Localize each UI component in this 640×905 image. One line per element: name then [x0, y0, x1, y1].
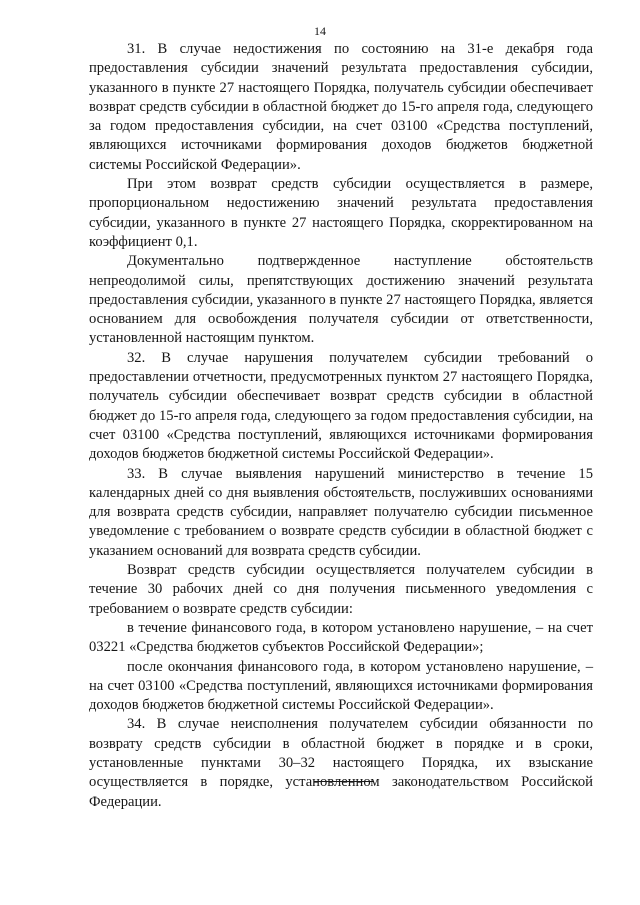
paragraph-33: 33. В случае выявления нарушений министерство в течение 15 календарных дней со дня выявления обстоятельств, послуживших основаниями для возврата средств субсидии, направляет получателю субсидии письменное уведомление с требованием о возврате средств субсидии в областной бюджет с указанием оснований для возврата средств субсидии.: [89, 465, 593, 559]
paragraph-31-refund-size: При этом возврат средств субсидии осуществляется в размере, пропорциональном недостижению значений результата предоставления субсидии, указанного в пункте 27 настоящего Порядка, скорректированном на коэффициент 0,1.: [89, 176, 593, 250]
closing-rule: [314, 781, 374, 782]
paragraph-32: 32. В случае нарушения получателем субсидии требований о предоставлении отчетности, предусмотренных пунктом 27 настоящего Порядка, получатель субсидии обеспечивает возврат средств субсидии в областной бюджет до 15-го апреля года, следующего за годом предоставления субсидии, на счет 03100 «Средства поступлений, являющихся источниками формирования доходов бюджетов бюджетной системы Российской Федерации».: [89, 349, 593, 463]
paragraph-31: 31. В случае недостижения по состоянию на 31-е декабря года предоставления субсидии значений результата предоставления субсидии, указанного в пункте 27 настоящего Порядка, получатель субсидии обеспечивает возврат средств субсидии в областной бюджет до 15-го апреля года, следующего за годом предоставления субсидии, на счет 03100 «Средства поступлений, являющихся источниками формирования доходов бюджетов бюджетной системы Российской Федерации».: [89, 41, 593, 173]
paragraph-33-refund-terms: Возврат средств субсидии осуществляется получателем субсидии в течение 30 рабочих дней со дня получения письменного уведомления с требованием о возврате средств субсидии:: [89, 562, 593, 617]
paragraph-33-after-year: после окончания финансового года, в котором установлено нарушение, – на счет 03100 «Средства поступлений, являющихся источниками формирования доходов бюджетов бюджетной системы Российской Федерации».: [89, 658, 593, 714]
document-body: [89, 40, 593, 812]
page-number: 14: [314, 24, 326, 38]
paragraph-33-current-year: в течение финансового года, в котором установлено нарушение, – на счет 03221 «Средства бюджетов субъектов Российской Федерации»;: [89, 619, 593, 656]
paragraph-31-force-majeure: Документально подтвержденное наступление обстоятельств непреодолимой силы, препятствующих достижению значений результата предоставления субсидии, указанного в пункте 27 настоящего Порядка, является основанием для освобождения получателя субсидии от ответственности, установленной настоящим пунктом.: [89, 253, 593, 347]
paragraph-34: 34. В случае неисполнения получателем субсидии обязанности по возврату средств субсидии в областной бюджет в порядке и в сроки, установленные пунктами 30–32 настоящего Порядка, их взыскание осуществляется в порядке, установленном законодательством Российской Федерации.: [89, 716, 593, 810]
